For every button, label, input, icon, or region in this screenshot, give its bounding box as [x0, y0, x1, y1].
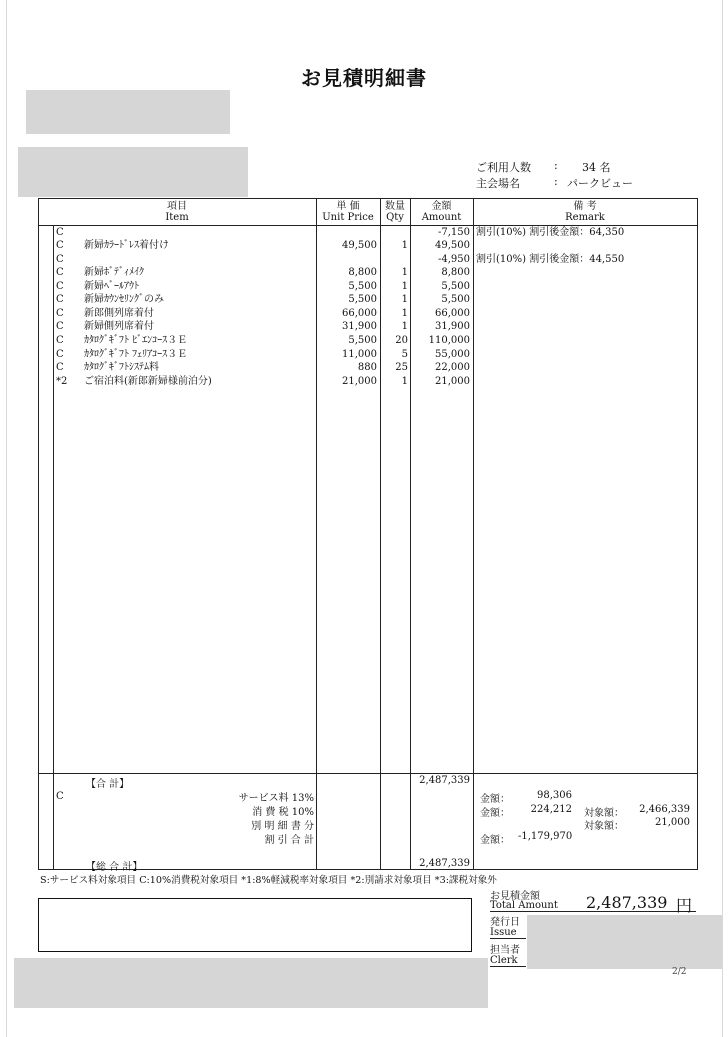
issue-label-jp: 発行日 [490, 917, 520, 928]
total-amount-currency: 円 [676, 896, 693, 915]
grand-total-amount: 2,487,339 [419, 858, 470, 869]
body-bottom-border [38, 773, 698, 774]
discount-amount-label: 金額： [480, 835, 510, 846]
guests-label: ご利用人数 [476, 161, 531, 174]
table-row: C -4,950 割引(10%) 割引後金額：44,550 [56, 254, 625, 265]
header-qty: 数量 Qty [385, 201, 405, 223]
tax-target-label: 対象額： [584, 808, 624, 819]
table-row: C 新婦ﾎﾞﾃﾞｨﾒｲｸ 8,800 1 8,800 [56, 267, 470, 278]
legend-note: S:サービス料対象項目 C:10%消費税対象項目 *1:8%軽減税率対象項目 *2:別請求対象項目 *3:課税対象外 [40, 875, 497, 886]
page-number: 2/2 [672, 967, 687, 977]
redacted-block-4 [14, 958, 488, 1008]
venue-value: パークビュー [567, 177, 633, 190]
separate-target-label: 対象額： [584, 821, 624, 832]
table-row: C ｶﾀﾛｸﾞｷﾞﾌﾄｼｽﾃﾑ料 880 25 22,000 [56, 362, 470, 373]
table-row: C 新婦ｶﾗｰﾄﾞﾚｽ着付け 49,500 1 49,500 [56, 240, 470, 251]
page-edge-left [6, 0, 7, 1037]
table-row: C 新婦ｶｳﾝｾﾘﾝｸﾞのみ 5,500 1 5,500 [56, 294, 470, 305]
header-bottom-border [38, 225, 698, 226]
redacted-block-2 [18, 147, 248, 197]
guests-value: 34 名 [582, 161, 611, 174]
consumption-tax-label: 消 費 税 10% [252, 807, 314, 818]
grand-total-label: 【総 合 計】 [86, 862, 143, 873]
discount-total-label: 割 引 合 計 [264, 835, 314, 846]
table-row: C -7,150 割引(10%) 割引後金額：64,350 [56, 227, 625, 238]
venue-sep: : [554, 175, 558, 188]
table-row: C ｶﾀﾛｸﾞｷﾞﾌﾄ ﾌｪﾘｱｺｰｽ３Ｅ 11,000 5 55,000 [56, 349, 470, 360]
clerk-label-en: Clerk [490, 955, 526, 967]
service-charge-label: サービス料 13% [238, 793, 314, 804]
total-amount-label-en: Total Amount [490, 900, 558, 911]
table-row: C 新郎側列席着付 66,000 1 66,000 [56, 308, 470, 319]
table-row: C 新婦ﾍﾞｰﾙｱｳﾄ 5,500 1 5,500 [56, 281, 470, 292]
service-amount-value: 98,306 [537, 790, 572, 801]
notes-box [38, 898, 472, 952]
total-amount-label-jp: お見積金額 [490, 891, 540, 902]
separate-target-value: 21,000 [655, 817, 690, 828]
header-amount: 金額 Amount [421, 201, 462, 223]
header-item: 項目 Item [165, 201, 189, 223]
totals-mark: C [56, 791, 64, 802]
discount-amount-value: -1,179,970 [518, 831, 573, 842]
tax-amount-label: 金額： [480, 808, 510, 819]
table-row: C 新婦側列席着付 31,900 1 31,900 [56, 321, 470, 332]
table-row: C ｶﾀﾛｸﾞｷﾞﾌﾄ ﾋﾞｴﾝｺｰｽ３Ｅ 5,500 20 110,000 [56, 335, 470, 346]
clerk-label-jp: 担当者 [490, 945, 520, 956]
guests-sep: : [554, 159, 558, 172]
page-edge-right [722, 0, 723, 1037]
header-unit-price: 単 価 Unit Price [322, 201, 374, 223]
document-title: お見積明細書 [301, 66, 427, 90]
tax-target-value: 2,466,339 [639, 804, 690, 815]
service-amount-label: 金額： [480, 794, 510, 805]
subtotal-amount: 2,487,339 [419, 775, 470, 786]
issue-label-en: Issue [490, 927, 526, 939]
redacted-block-3 [527, 915, 722, 969]
header-remark: 備 考 Remark [565, 201, 605, 223]
subtotal-label: 【合 計】 [86, 779, 130, 790]
venue-label: 主会場名 [476, 177, 520, 190]
table-top-border [38, 198, 698, 199]
total-amount-value: 2,487,339 [586, 893, 668, 912]
table-row: *2 ご宿泊料(新郎新婦様前泊分) 21,000 1 21,000 [56, 376, 470, 387]
separate-statement-label: 別 明 細 書 分 [251, 821, 314, 832]
redacted-block-1 [26, 90, 230, 134]
tax-amount-value: 224,212 [530, 804, 572, 815]
